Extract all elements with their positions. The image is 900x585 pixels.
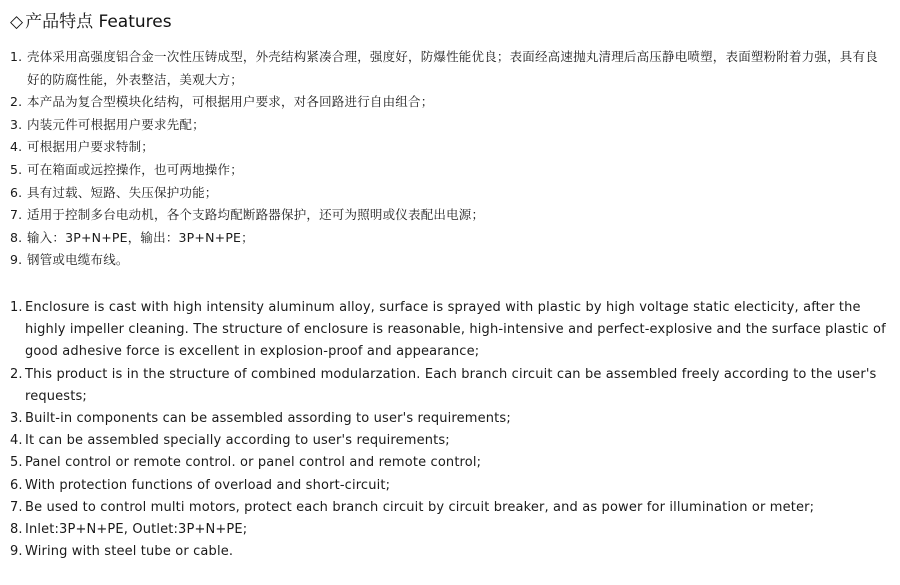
item-text: 钢管或电缆布线。 <box>27 252 129 268</box>
item-text: 壳体采用高强度铝合金一次性压铸成型，外壳结构紧凑合理，强度好，防爆性能优良；表面经高速抛丸清理后高压静电喷塑，表面塑粉附着力强，具有良好的防腐性能，外表整洁，美观大方； <box>27 49 878 87</box>
item-text: Wiring with steel tube or cable. <box>25 544 234 560</box>
item-number: 1. <box>10 300 23 315</box>
list-item <box>10 91 885 114</box>
features-list-english <box>10 297 890 563</box>
list-item <box>10 159 885 182</box>
item-number: 8. <box>10 229 23 245</box>
item-text: Inlet:3P+N+PE, Outlet:3P+N+PE; <box>25 522 248 538</box>
item-text: 适用于控制多台电动机，各个支路均配断路器保护，还可为照明或仪表配出电源； <box>27 207 485 223</box>
list-item <box>10 249 885 272</box>
item-text: Be used to control multi motors, protect each branch circuit by circuit breaker, and as power for illumination or meter; <box>25 499 815 515</box>
item-text: 内装元件可根据用户要求先配； <box>27 116 205 132</box>
list-item <box>10 452 890 474</box>
item-number: 3. <box>10 116 23 132</box>
list-item <box>10 114 885 137</box>
item-text: 输入：3P+N+PE，输出：3P+N+PE； <box>27 229 254 245</box>
item-number: 2. <box>10 94 23 110</box>
list-item <box>10 475 890 497</box>
list-item <box>10 136 885 159</box>
item-number: 4. <box>10 433 23 449</box>
item-text: With protection functions of overload and short-circuit; <box>25 477 391 493</box>
item-text: It can be assembled specially according to user's requirements; <box>25 433 450 449</box>
list-item <box>10 182 885 205</box>
item-text: 可根据用户要求特制； <box>27 139 155 155</box>
list-item <box>10 227 885 250</box>
item-text: This product is in the structure of combined modularzation. Each branch circuit can be assembled freely according to the user's requests; <box>25 366 877 404</box>
item-text: Built-in components can be assembled assording to user's requirements; <box>25 411 511 427</box>
item-number: 6. <box>10 184 23 200</box>
item-number: 2. <box>10 366 23 382</box>
list-item <box>10 408 890 430</box>
item-text: 可在箱面或远控操作，也可两地操作； <box>27 161 243 177</box>
list-item <box>10 297 890 364</box>
item-number: 8. <box>10 522 23 538</box>
diamond-icon: ◇ <box>10 12 24 32</box>
item-number: 9. <box>10 544 23 560</box>
item-text: 本产品为复合型模块化结构，可根据用户要求，对各回路进行自由组合； <box>27 94 434 110</box>
features-title: 产品特点 Features <box>25 12 172 32</box>
features-heading <box>10 10 172 34</box>
list-item <box>10 204 885 227</box>
item-number: 1. <box>10 49 23 64</box>
item-number: 7. <box>10 207 23 223</box>
item-number: 6. <box>10 477 23 493</box>
list-item <box>10 430 890 452</box>
list-item <box>10 497 890 519</box>
item-number: 4. <box>10 139 23 155</box>
item-number: 9. <box>10 252 23 268</box>
item-text: 具有过载、短路、失压保护功能； <box>27 184 218 200</box>
list-item <box>10 541 890 563</box>
item-number: 5. <box>10 455 23 471</box>
list-item <box>10 519 890 541</box>
item-number: 7. <box>10 499 23 515</box>
item-number: 3. <box>10 411 23 427</box>
item-text: Enclosure is cast with high intensity aluminum alloy, surface is sprayed with plastic by high voltage static electicity, after the highly impeller cleaning. The structure of enclosure is reasonable, high-intensive and perfect-explosive and the surface plastic of good adhesive force is excellent in explosion-proof and appearance; <box>25 300 886 360</box>
list-item <box>10 46 885 91</box>
item-number: 5. <box>10 161 23 177</box>
item-text: Panel control or remote control. or panel control and remote control; <box>25 455 482 471</box>
list-item <box>10 364 890 408</box>
features-list-chinese <box>10 46 885 272</box>
